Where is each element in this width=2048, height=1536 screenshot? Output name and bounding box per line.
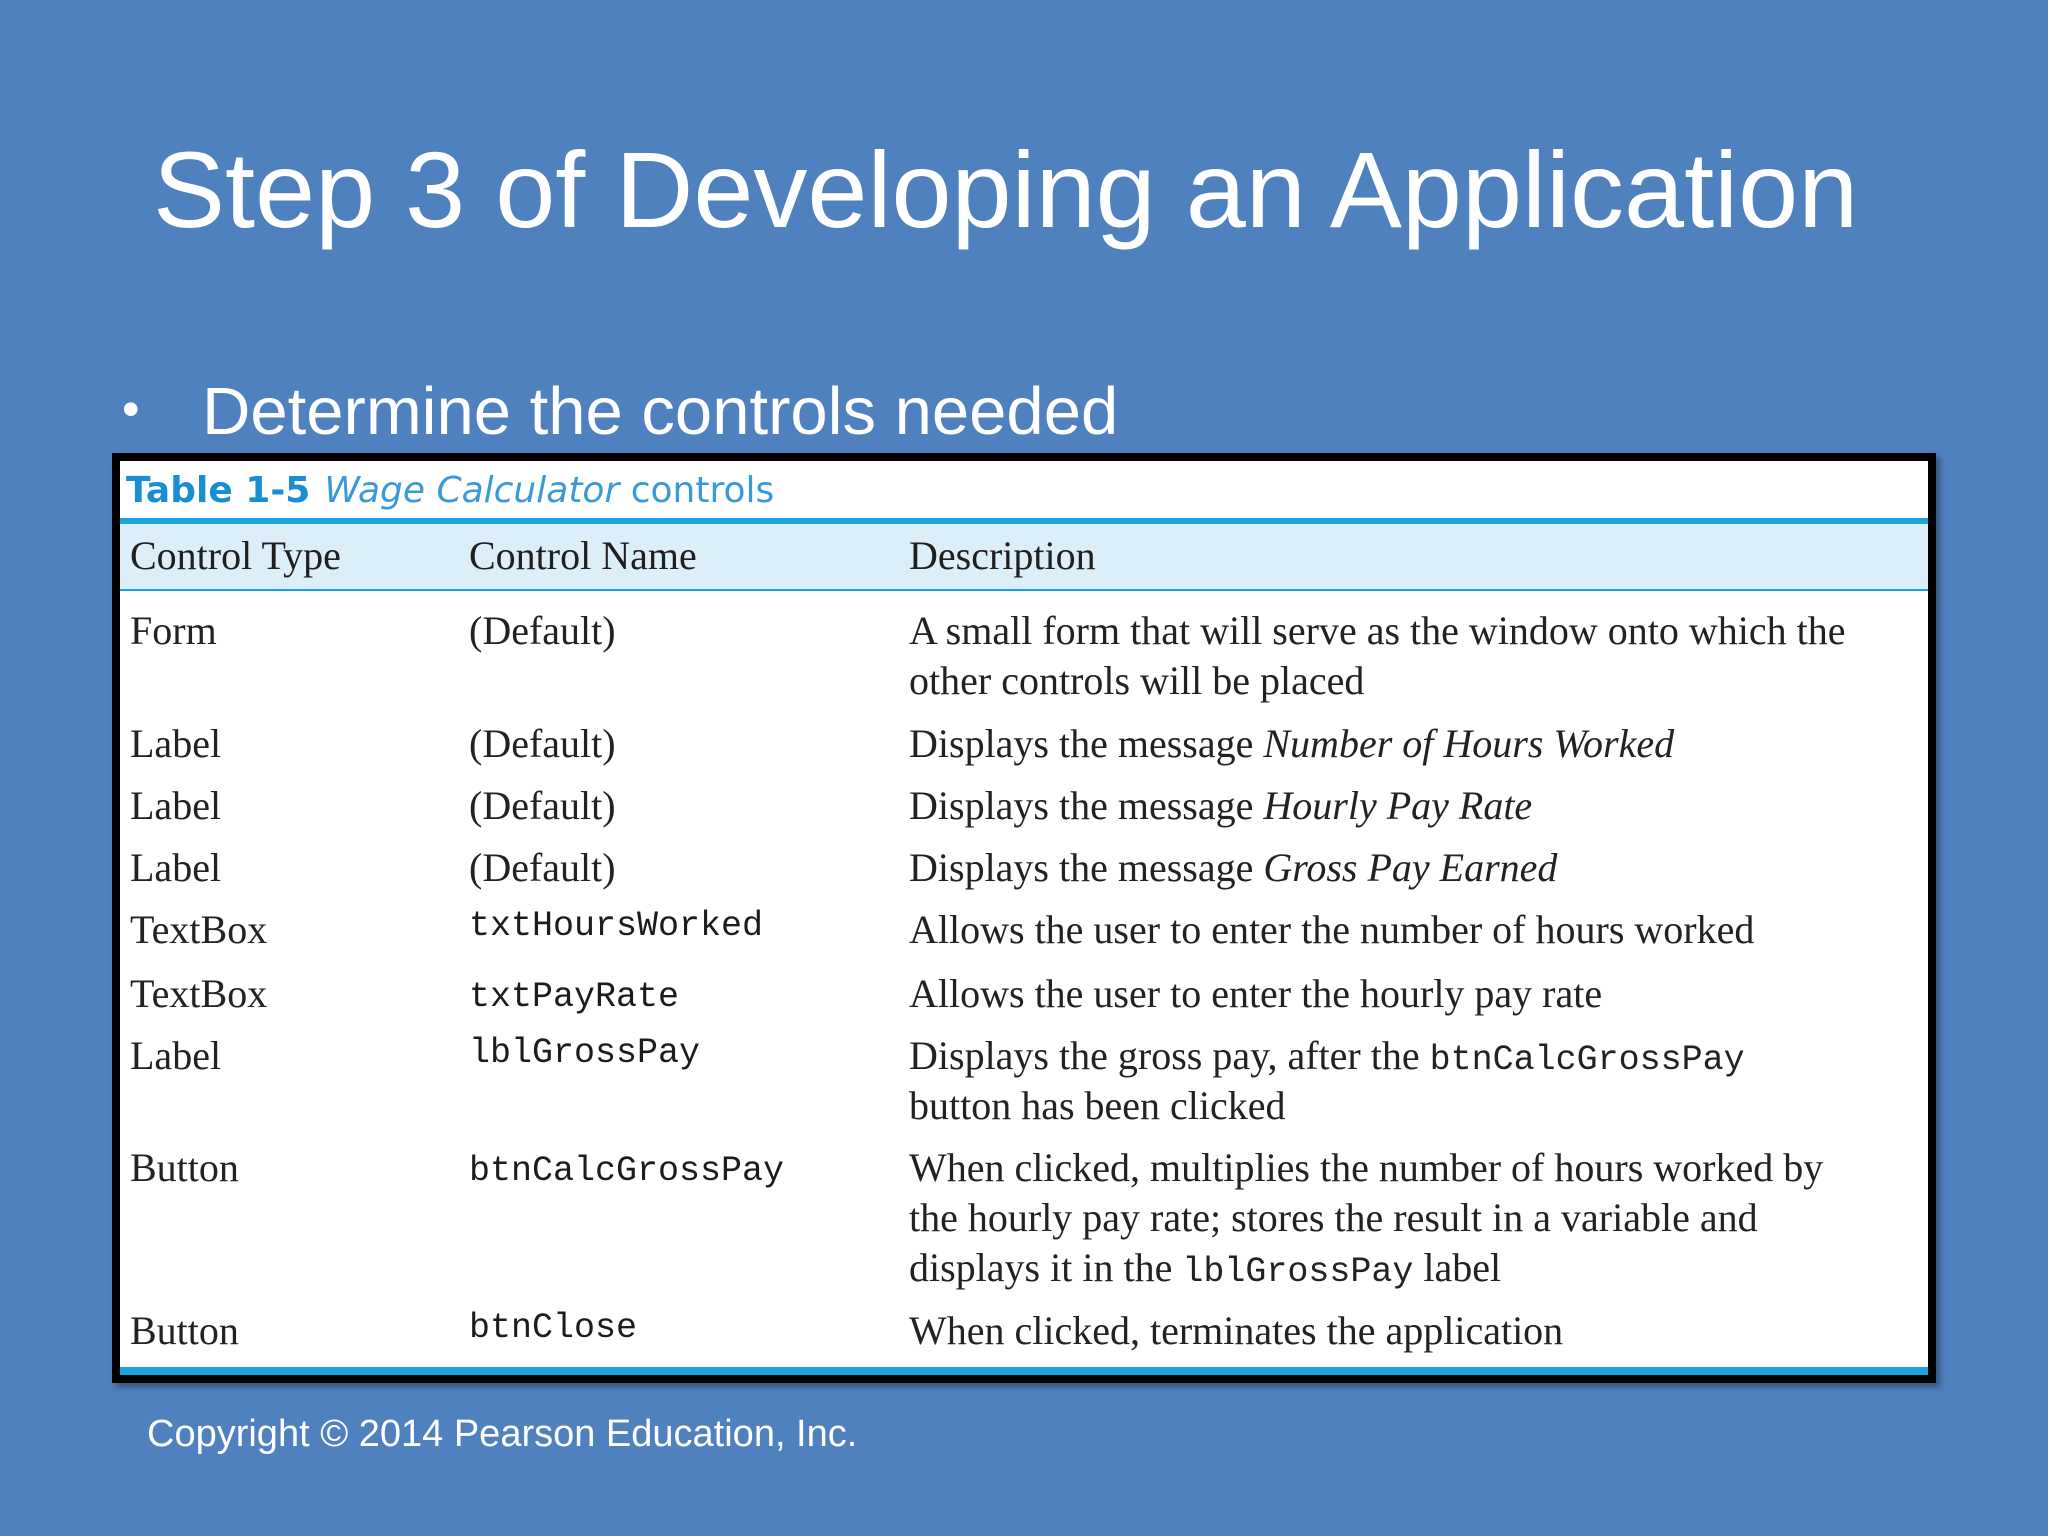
row-4-name: txtHoursWorked [469,906,764,946]
row-6-desc-line-1 [909,1031,1745,1085]
row-3-type: Label [130,845,222,890]
row-1-name: (Default) [469,721,616,766]
row-5-name: txtPayRate [469,977,680,1017]
row-6-desc-code: btnCalcGrossPay [1429,1040,1745,1080]
table-caption [126,465,774,517]
slide-title: Step 3 of Developing an Application [153,129,1859,250]
row-8-desc: When clicked, terminates the application [909,1308,1564,1353]
controls-table [120,461,1928,1375]
row-5-type: TextBox [130,971,268,1016]
table-title-rest: controls [630,470,775,511]
row-6-desc-text: Displays the gross pay, after the [909,1033,1430,1078]
row-7-desc-end: label [1413,1245,1502,1290]
row-1-type: Label [130,721,222,766]
header-description: Description [909,533,1096,578]
table-number: Table 1-5 [126,470,311,511]
row-4-desc: Allows the user to enter the number of hours worked [909,907,1755,952]
row-7-desc-code: lblGrossPay [1182,1252,1414,1292]
row-2-desc-text: Displays the message [909,783,1264,828]
row-7-desc-text: When clicked, multiplies the number of hours worked by the hourly pay rate; stores the result in a variable and displays it in the [909,1145,1824,1290]
row-5-desc: Allows the user to enter the hourly pay rate [909,971,1603,1016]
row-7-desc [909,1143,1869,1297]
bullet-text: Determine the controls needed [202,374,1119,449]
table-title-italic: Wage Calculator [324,470,620,511]
bottom-rule [120,1367,1928,1375]
row-7-type: Button [130,1145,239,1190]
header-control-name: Control Name [469,533,697,578]
row-3-desc-message: Gross Pay Earned [1263,845,1558,890]
row-1-desc-text: Displays the message [909,721,1264,766]
row-8-type: Button [130,1308,239,1353]
row-8-name: btnClose [469,1308,638,1348]
row-0-name: (Default) [469,608,616,653]
bullet-item [122,373,1118,450]
header-control-type: Control Type [130,533,341,578]
row-7-name: btnCalcGrossPay [469,1151,785,1191]
row-1-desc-message: Number of Hours Worked [1263,721,1675,766]
row-6-name: lblGrossPay [469,1033,701,1073]
row-2-type: Label [130,783,222,828]
row-6-desc-line-2: button has been clicked [909,1083,1286,1128]
row-3-name: (Default) [469,845,616,890]
table-title [324,470,774,511]
row-3-desc [909,843,1557,893]
row-2-desc [909,781,1532,831]
row-2-name: (Default) [469,783,616,828]
row-1-desc [909,719,1674,769]
row-2-desc-message: Hourly Pay Rate [1263,783,1533,828]
bullet-dot-icon: • [122,381,140,437]
row-4-type: TextBox [130,907,268,952]
row-3-desc-text: Displays the message [909,845,1264,890]
row-0-type: Form [130,608,217,653]
row-6-type: Label [130,1033,222,1078]
controls-table-frame [112,453,1936,1383]
row-0-desc: A small form that will serve as the window onto which the other controls will be placed [909,608,1846,703]
copyright-notice: Copyright © 2014 Pearson Education, Inc. [147,1413,858,1455]
